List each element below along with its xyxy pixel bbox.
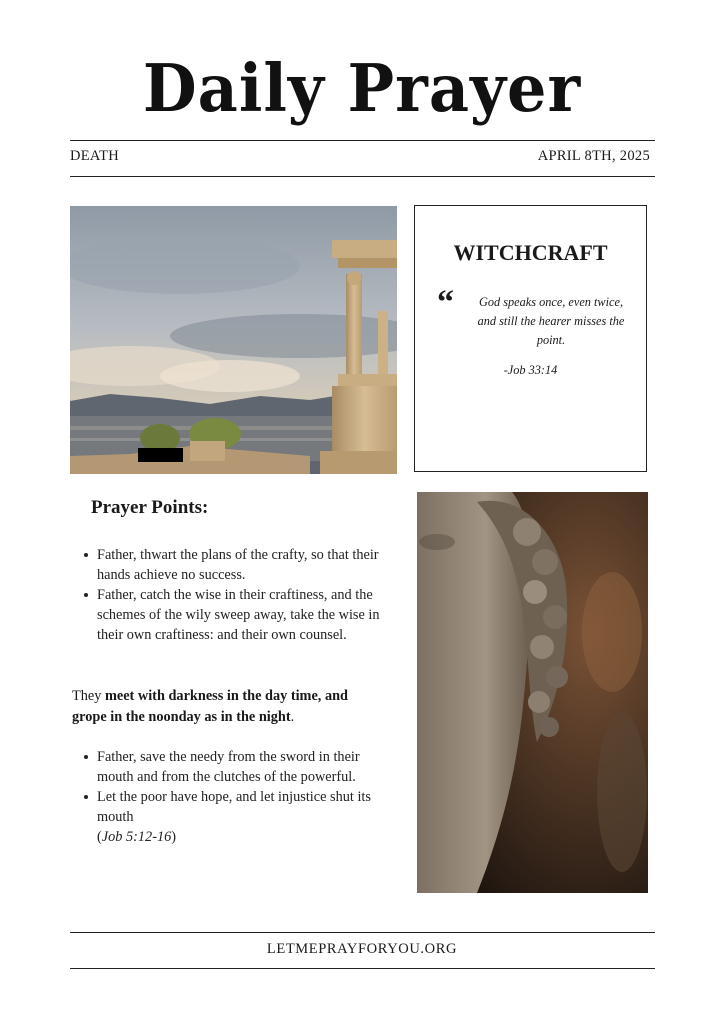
paragraph-tail: . [290,709,295,725]
footer-rule-bottom [70,968,655,969]
list-item: Father, thwart the plans of the crafty, so that their hands achieve no success. [70,545,390,585]
citation-ref: Job 5:12-16 [101,829,172,845]
citation-open: ( [97,829,102,845]
topic-label: DEATH [70,148,120,164]
prayer-points-heading: Prayer Points: [91,497,209,518]
footer-site: LETMEPRAYFORYOU.ORG [266,941,458,957]
quote-mark-icon: “ [437,284,454,321]
header-rule-top [70,140,655,141]
scripture-paragraph [72,686,372,728]
statue-photo [417,492,648,893]
prayer-list-1 [70,545,390,645]
prayer-list-2 [70,747,390,847]
quote-text: God speaks once, even twice, and still the hearer misses the point. [477,295,625,347]
paragraph-lead: They [72,688,105,704]
quote-card [414,205,647,472]
list-item [70,787,390,847]
citation [97,829,176,845]
list-item: Father, catch the wise in their craftiness, and the schemes of the wily sweep away, take the wise in their own craftiness: and their own counsel. [70,585,390,645]
quote-title: WITCHCRAFT [453,240,608,265]
quote-reference: -Job 33:14 [503,363,558,377]
date-label: APRIL 8TH, 2025 [537,148,650,164]
list-item-text: Let the poor have hope, and let injustice shut its mouth [97,789,371,825]
acropolis-photo [70,206,397,474]
paragraph-bold: meet with darkness in the day time, and grope in the noonday as in the night [72,688,349,725]
footer-rule-top [70,932,655,933]
list-item: Father, save the needy from the sword in their mouth and from the clutches of the powerful. [70,747,390,787]
citation-close: ) [171,829,177,845]
page-title: Daily Prayer [142,50,582,127]
header-rule-bottom [70,176,655,177]
